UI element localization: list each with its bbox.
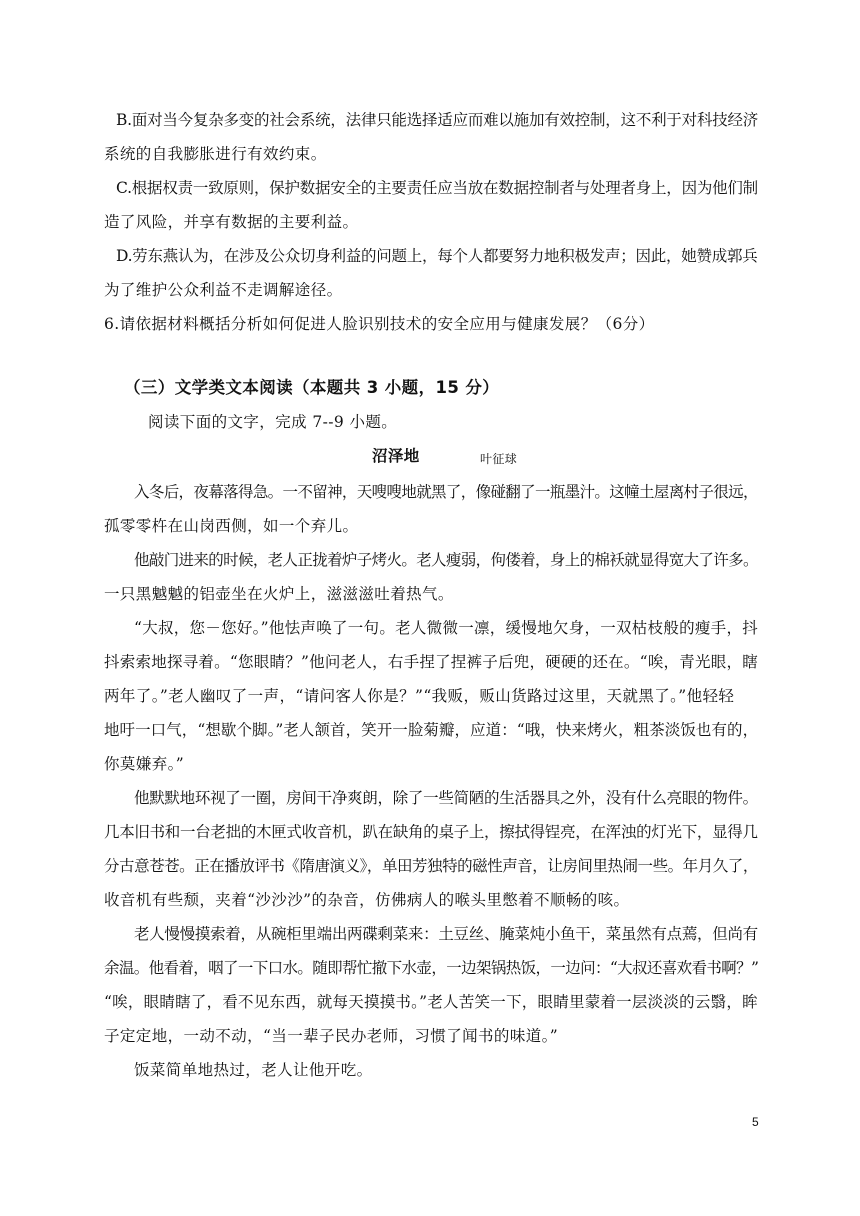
paragraph-1-line-2: 孤零零杵在山岗西侧，如一个弃儿。 <box>104 517 359 535</box>
paragraph-4-line-4: 收音机有些颓，夹着“沙沙沙”的杂音，仿佛病人的喉头里憋着不顺畅的咳。 <box>104 891 630 909</box>
paragraph-4-line-1: 他默默地环视了一圈，房间干净爽朗，除了一些简陋的生活器具之外，没有什么亮眼的物件。 <box>134 789 758 807</box>
paragraph-3-line-2: 抖索索地探寻着。“您眼睛？”他问老人，右手捏了捏裤子后兜，硬硬的还在。“唉，青光眼，瞎 <box>104 653 758 671</box>
paragraph-3-line-5: 你莫嫌弃。” <box>104 755 185 773</box>
section-heading: （三）文学类文本阅读（本题共 3 小题，15 分） <box>124 378 500 397</box>
option-b-line-1: B.面对当今复杂多变的社会系统，法律只能选择适应而难以施加有效控制，这不利于对科技经济 <box>116 111 759 129</box>
paragraph-5-line-4: 子定定地，一动不动，“当一辈子民办老师，习惯了闻书的味道。” <box>104 1027 559 1045</box>
option-b-line-2: 系统的自我膨胀进行有效约束。 <box>104 145 327 163</box>
paragraph-5-line-3: “唉，眼睛瞎了，看不见东西，就每天摸摸书。”老人苦笑一下，眼睛里蒙着一层淡淡的云翳，眸 <box>104 993 758 1011</box>
paragraph-6-line-1: 饭菜简单地热过，老人让他开吃。 <box>134 1061 373 1079</box>
reading-instruction: 阅读下面的文字，完成 7--9 小题。 <box>148 413 398 431</box>
paragraph-4-line-2: 几本旧书和一台老拙的木匣式收音机，趴在缺角的桌子上，擦拭得锃亮，在浑浊的灯光下，显得几 <box>104 823 758 841</box>
story-author: 叶征球 <box>480 452 518 466</box>
paragraph-5-line-2: 余温。他看着，咽了一下口水。随即帮忙撤下水壶，一边架锅热饭，一边问：“大叔还喜欢看书啊？” <box>104 959 759 977</box>
option-d-line-1: D.劳东燕认为，在涉及公众切身利益的问题上，每个人都要努力地积极发声；因此，她赞成郭兵 <box>116 247 758 265</box>
paragraph-4-line-3: 分古意苍苍。正在播放评书《隋唐演义》，单田芳独特的磁性声音，让房间里热闹一些。年月久了， <box>104 857 758 875</box>
paragraph-3-line-1: “大叔，您－您好。”他怯声唤了一句。老人微微一凛，缓慢地欠身，一双枯枝般的瘦手，抖 <box>134 619 759 637</box>
option-c-line-1: C.根据权责一致原则，保护数据安全的主要责任应当放在数据控制者与处理者身上，因为他们制 <box>116 179 758 197</box>
question-6: 6.请依据材料概括分析如何促进人脸识别技术的安全应用与健康发展？（6分） <box>104 315 655 333</box>
paragraph-1-line-1: 入冬后，夜幕落得急。一不留神，天嗖嗖地就黑了，像碰翻了一瓶墨汁。这幢土屋离村子很远， <box>134 483 758 501</box>
paragraph-2-line-1: 他敲门进来的时候，老人正拢着炉子烤火。老人瘦弱，佝偻着，身上的棉袄就显得宽大了许多。 <box>134 551 758 569</box>
paragraph-5-line-1: 老人慢慢摸索着，从碗柜里端出两碟剩菜来：土豆丝、腌菜炖小鱼干，菜虽然有点蔫，但尚有 <box>134 925 758 943</box>
paragraph-3-line-4: 地吁一口气，“想歇个脚。”老人颔首，笑开一脸菊瓣，应道：“哦，快来烤火，粗茶淡饭也有的， <box>104 721 759 739</box>
story-title: 沼泽地 <box>372 447 420 465</box>
paragraph-3-line-3: 两年了。”老人幽叹了一声，“请问客人你是？”“我贩，贩山货路过这里，天就黑了。”他轻轻 <box>104 687 735 705</box>
page-number: 5 <box>752 1115 759 1129</box>
option-d-line-2: 为了维护公众利益不走调解途径。 <box>104 281 343 299</box>
paragraph-2-line-2: 一只黑魆魆的铝壶坐在火炉上，滋滋滋吐着热气。 <box>104 585 454 603</box>
option-c-line-2: 造了风险，并享有数据的主要利益。 <box>104 213 359 231</box>
